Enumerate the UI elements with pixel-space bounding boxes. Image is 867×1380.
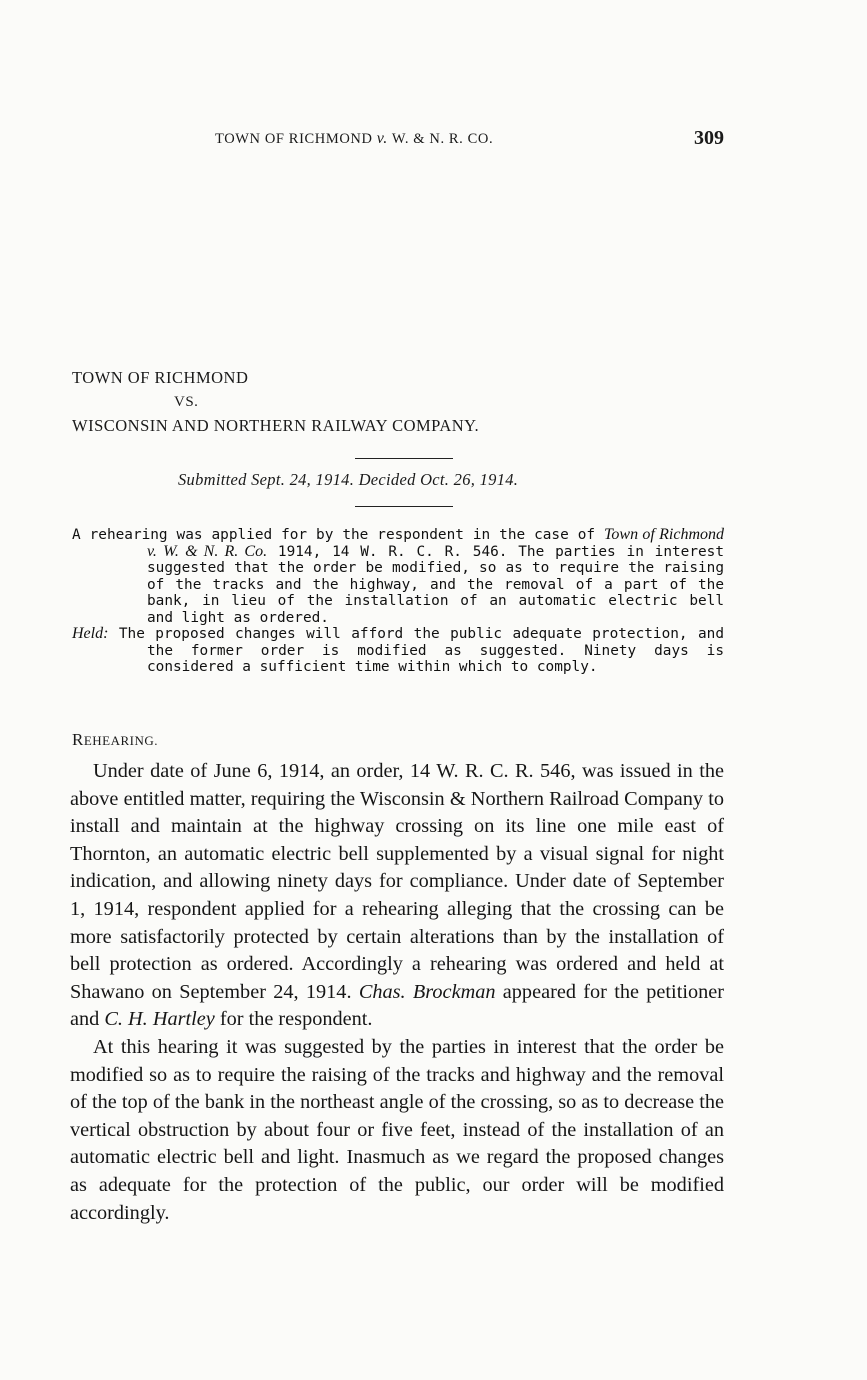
headnote-held: Held: The proposed changes will afford the public adequate protection, and the former order is modified as suggested. Ninety days is considered a sufficient time within which to comply. — [72, 625, 724, 675]
opinion-text — [70, 758, 724, 1227]
held-label: Held: — [72, 625, 109, 642]
caption-versus: VS. — [174, 394, 199, 410]
section-heading: REHEARING. — [72, 730, 159, 749]
running-title: TOWN OF RICHMOND v. W. & N. R. CO. — [215, 130, 494, 147]
petitioner-counsel: Chas. Brockman — [358, 980, 496, 1003]
opinion-paragraph-2: At this hearing it was suggested by the parties in interest that the order be modified so as to require the raising of the tracks and highway and the removal of the top of the bank in the northeast angle of the crossing, so as to decrease the vertical obstruction by about four or five feet, instead of the installation of an automatic electric bell and light. Inasmuch as we regard the proposed changes as adequate for the protection of the public, our order will be modified accordingly. — [70, 1035, 724, 1224]
running-header — [215, 127, 730, 151]
headnote — [72, 527, 724, 676]
divider-rule-top — [355, 458, 453, 459]
headnote-summary: A rehearing was applied for by the respondent in the case of Town of Richmond v. W. & N. R. Co. 1914, 14 W. R. C. R. 546. The parties in interest suggested that the order be modified, so as to require the raising of the tracks and the highway, and the removal of a part of the bank, in lieu of the installation of an automatic electric bell and light as ordered. — [72, 526, 725, 626]
caption-defendant: WISCONSIN AND NORTHERN RAILWAY COMPANY. — [72, 416, 480, 435]
opinion-paragraph-1: Under date of June 6, 1914, an order, 14 W. R. C. R. 546, was issued in the above entitled matter, requiring the Wisconsin & Northern Railroad Company to install and maintain at the highway crossing on its line one mile east of Thornton, an automatic electric bell supplemented by a visual signal for night indication, and allowing ninety days for compliance. Under date of September 1, 1914, respondent applied for a rehearing alleging that the crossing can be more satisfactorily protected by certain alterations than by the installation of bell protection as ordered. Accordingly a rehearing was ordered and held at Shawano on September 24, 1914. Chas. Brockman appeared for the petitioner and C. H. Hartley for the respondent. — [70, 760, 725, 1031]
divider-rule-bottom — [355, 506, 453, 507]
cited-case: Town of Richmond v. W. & N. R. Co. — [147, 526, 725, 560]
caption-plaintiff: TOWN OF RICHMOND — [72, 368, 249, 387]
case-caption — [72, 366, 692, 438]
page-number: 309 — [694, 127, 724, 149]
submission-dates: Submitted Sept. 24, 1914. Decided Oct. 26, 1914. — [178, 470, 519, 489]
respondent-counsel: C. H. Hartley — [104, 1008, 215, 1031]
